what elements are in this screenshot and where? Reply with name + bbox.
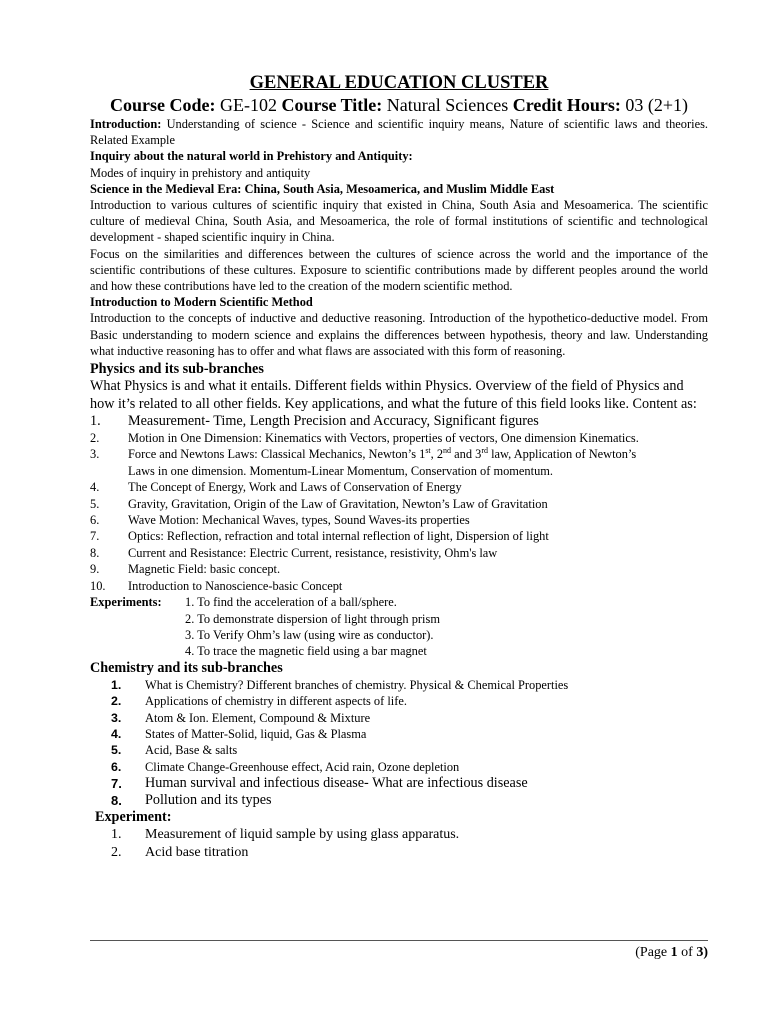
item-number: 3. <box>111 710 122 725</box>
chemistry-heading: Chemistry and its sub-branches <box>90 659 283 676</box>
physics-item <box>90 528 708 544</box>
prehistory-heading: Inquiry about the natural world in Prehistory and Antiquity: <box>90 149 413 164</box>
modern-method-heading: Introduction to Modern Scientific Method <box>90 295 313 310</box>
document-page <box>90 72 708 861</box>
physics-item-list <box>90 479 708 594</box>
chemistry-item <box>90 677 708 693</box>
item-text: The Concept of Energy, Work and Laws of Conservation of Energy <box>128 480 462 495</box>
physics-item <box>90 496 708 512</box>
item-number: 10. <box>90 578 106 593</box>
item-number: 7. <box>90 529 100 544</box>
course-title-value: Natural Sciences <box>386 95 509 115</box>
course-code-label: Course Code: <box>109 95 216 115</box>
physics-item <box>90 413 708 430</box>
item-number: 8. <box>90 545 100 560</box>
physics-item <box>90 512 708 528</box>
page-prefix: (Page <box>635 945 671 960</box>
page-of: of <box>677 945 697 960</box>
page-number <box>635 944 708 961</box>
item-text-part: , 2 <box>430 447 444 462</box>
item-text: Magnetic Field: basic concept. <box>128 562 281 577</box>
chemistry-item <box>90 742 708 758</box>
course-info-line <box>90 94 708 116</box>
chemistry-item <box>90 792 708 809</box>
superscript: st <box>425 446 431 456</box>
course-code-value: GE-102 <box>219 95 277 115</box>
medieval-paragraph-2: Focus on the similarities and differences between the cultures of science across the world and the importance of the scientific contributions of these cultures. Exposure to scientific contributions made by different peoples around the world and how these contributions have led to the creation of the modern scientific method. <box>90 246 708 294</box>
current-page: 1 <box>670 945 678 960</box>
item-text: Acid base titration <box>145 844 249 860</box>
chemistry-item <box>90 693 708 709</box>
physics-item <box>90 578 708 594</box>
physics-heading: Physics and its sub-branches <box>90 361 264 378</box>
document-title: GENERAL EDUCATION CLUSTER <box>249 73 549 93</box>
item-text: Measurement of liquid sample by using glass apparatus. <box>145 827 460 843</box>
physics-item <box>90 479 708 495</box>
item-text <box>128 446 636 462</box>
item-text: Wave Motion: Mechanical Waves, types, Sound Waves-its properties <box>128 513 470 528</box>
item-number: 1. <box>111 677 122 692</box>
item-text: Human survival and infectious disease- What are infectious disease <box>145 775 528 792</box>
item-text-part: law, Application of Newton’s <box>488 447 637 462</box>
item-text: Acid, Base & salts <box>145 743 238 758</box>
chemistry-experiment-item <box>90 844 708 862</box>
item-text: Atom & Ion. Element, Compound & Mixture <box>145 710 371 725</box>
item-number: 6. <box>111 759 122 774</box>
superscript: nd <box>443 446 452 456</box>
item-text: Climate Change-Greenhouse effect, Acid rain, Ozone depletion <box>145 759 460 774</box>
item-number: 1. <box>90 413 101 430</box>
prehistory-text: Modes of inquiry in prehistory and antiquity <box>90 165 311 180</box>
physics-item-continuation: Laws in one dimension. Momentum-Linear Momentum, Conservation of momentum. <box>128 463 554 478</box>
item-text: States of Matter-Solid, liquid, Gas & Plasma <box>145 726 367 741</box>
item-number: 4. <box>111 726 122 741</box>
superscript: rd <box>481 446 488 456</box>
experiment-item: 2. To demonstrate dispersion of light through prism <box>185 611 440 626</box>
credit-hours-label: Credit Hours: <box>512 95 621 115</box>
experiment-item: 3. To Verify Ohm’s law (using wire as conductor). <box>185 627 434 642</box>
physics-item <box>90 446 708 462</box>
footer-divider <box>90 940 708 941</box>
experiment-item: 4. To trace the magnetic field using a bar magnet <box>185 644 427 659</box>
item-number: 2. <box>90 431 100 446</box>
item-text: Pollution and its types <box>145 792 272 809</box>
chemistry-experiment-item <box>90 826 708 844</box>
physics-item <box>90 430 708 446</box>
chemistry-item-list <box>90 677 708 809</box>
item-text: Optics: Reflection, refraction and total internal reflection of light, Dispersion of light <box>128 529 549 544</box>
item-number: 5. <box>111 743 122 758</box>
course-title-label: Course Title: <box>281 95 383 115</box>
item-text: What is Chemistry? Different branches of chemistry. Physical & Chemical Properties <box>145 677 569 692</box>
chemistry-experiment-heading: Experiment: <box>95 809 172 826</box>
item-text: Motion in One Dimension: Kinematics with Vectors, properties of vectors, One dimension Kinematics. <box>128 431 639 446</box>
medieval-paragraph-1: Introduction to various cultures of scientific inquiry that existed in China, South Asia and Mesoamerica. The scientific culture of medieval China, South Asia, and Mesoamerica, the role of formal institutions of scientific and technological development - shaped scientific inquiry in China. <box>90 198 708 245</box>
item-number: 6. <box>90 513 100 528</box>
item-number: 5. <box>90 496 100 511</box>
item-text: Measurement- Time, Length Precision and Accuracy, Significant figures <box>128 413 539 430</box>
item-text-part: and 3 <box>451 447 482 462</box>
item-number: 2. <box>111 844 122 860</box>
item-text: Current and Resistance: Electric Current, resistance, resistivity, Ohm's law <box>128 545 498 560</box>
item-text-part: Force and Newtons Laws: Classical Mechanics, Newton’s 1 <box>128 447 426 462</box>
experiment-item: 1. To find the acceleration of a ball/sphere. <box>185 595 397 610</box>
item-text: Gravity, Gravitation, Origin of the Law of Gravitation, Newton’s Law of Gravitation <box>128 496 548 511</box>
item-number: 4. <box>90 480 100 495</box>
chemistry-item <box>90 710 708 726</box>
experiments-label: Experiments: <box>90 595 162 610</box>
item-text: Introduction to Nanoscience-basic Concept <box>128 578 343 593</box>
item-text: Applications of chemistry in different aspects of life. <box>145 694 407 709</box>
modern-method-text: Introduction to the concepts of inductive and deductive reasoning. Introduction of the hypothetico-deductive model. From Basic understanding to modern science and explains the differences between hypothesis, theory and law. Understanding what inductive reasoning has to offer and what flaws are associated with this form of reasoning. <box>90 311 708 358</box>
item-number: 3. <box>90 447 100 462</box>
item-number: 7. <box>111 776 122 792</box>
physics-intro: What Physics is and what it entails. Different fields within Physics. Overview of the field of Physics and how it’s related to all other fields. Key applications, and what the future of this field looks like. Content as: <box>90 378 697 412</box>
item-number: 2. <box>111 694 122 709</box>
physics-item <box>90 561 708 577</box>
introduction-paragraph <box>90 116 708 148</box>
physics-experiment-row <box>90 594 708 610</box>
total-pages: 3) <box>696 945 708 960</box>
credit-hours-value: 03 (2+1) <box>625 95 689 115</box>
chemistry-item <box>90 726 708 742</box>
introduction-text: Understanding of science - Science and scientific inquiry means, Nature of scientific laws and theories. Related Example <box>90 117 708 148</box>
medieval-heading: Science in the Medieval Era: China, South Asia, Mesoamerica, and Muslim Middle East <box>90 181 555 196</box>
physics-item <box>90 545 708 561</box>
chemistry-item <box>90 759 708 775</box>
item-number: 9. <box>90 562 100 577</box>
chemistry-item <box>90 775 708 792</box>
item-number: 1. <box>111 827 122 843</box>
introduction-label: Introduction: <box>90 117 162 131</box>
item-number: 8. <box>111 793 122 809</box>
chemistry-experiment-list <box>90 826 708 861</box>
